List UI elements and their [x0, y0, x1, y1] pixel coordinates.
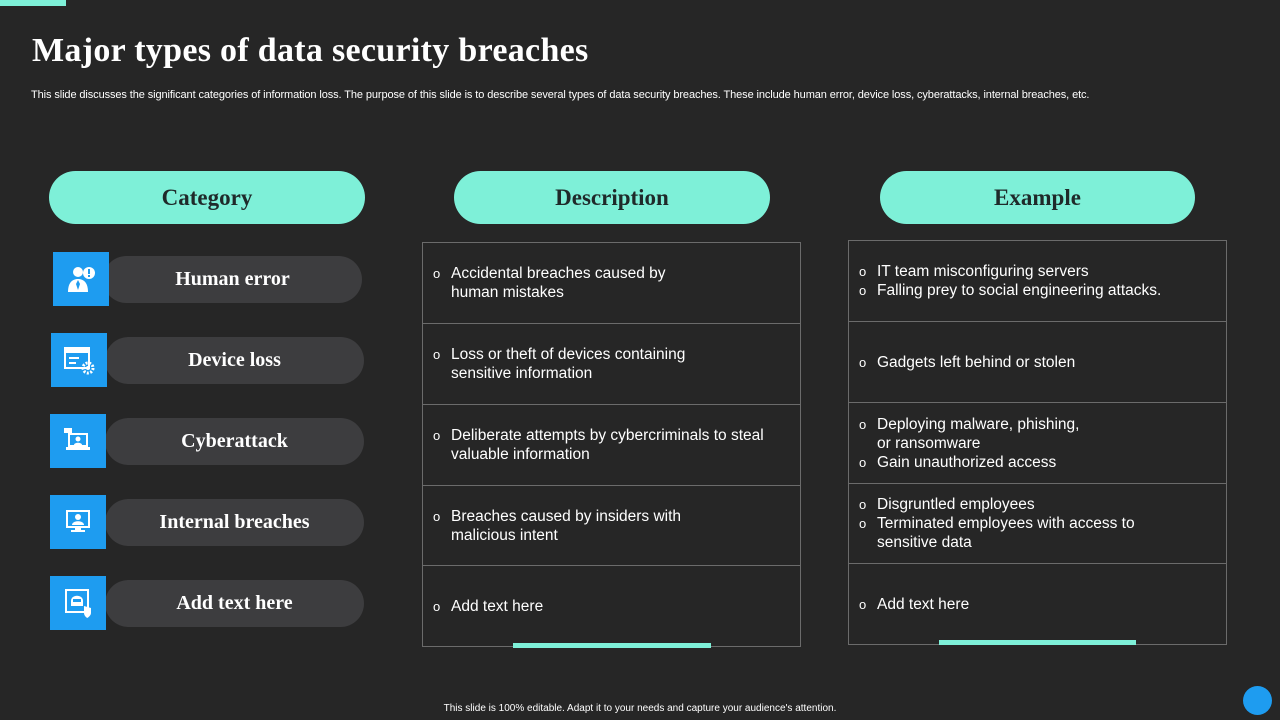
description-cell — [423, 324, 800, 405]
category-row-cyberattack — [50, 414, 364, 470]
category-row-internal-breaches — [50, 495, 364, 551]
footer-note: This slide is 100% editable. Adapt it to your needs and capture your audience's attention. — [443, 703, 837, 714]
category-label: Cyberattack — [181, 430, 288, 452]
example-cell — [849, 564, 1226, 644]
description-table — [422, 242, 801, 647]
category-row-human-error — [53, 252, 362, 308]
bullet-item: o Deploying malware, phishing, or ransomware — [859, 415, 1080, 452]
bullet-item: o Add text here — [859, 595, 970, 613]
description-header: Description — [454, 171, 770, 224]
description-cell — [423, 566, 800, 646]
monitor-user-icon — [50, 495, 106, 549]
person-alert-icon — [53, 252, 109, 306]
hacker-shield-icon — [50, 576, 106, 630]
example-cell — [849, 322, 1226, 403]
bullet-item: o Breaches caused by insiders with malicious intent — [433, 507, 682, 544]
top-accent-bar — [0, 0, 66, 6]
description-underline — [513, 643, 711, 648]
bullet-item: o Loss or theft of devices containing sensitive information — [433, 346, 686, 382]
example-underline — [939, 640, 1136, 645]
bullet-item: o Accidental breaches caused by human mistakes — [433, 265, 666, 301]
bullet-item: o Disgruntled employees — [859, 496, 1035, 513]
example-header: Example — [880, 171, 1195, 224]
browser-gear-icon — [51, 333, 107, 387]
bullet-item: o Gadgets left behind or stolen — [859, 353, 1076, 371]
bullet-item: o Terminated employees with access to sensitive data — [859, 515, 1135, 551]
category-row-device-loss — [51, 333, 364, 389]
example-cell — [849, 241, 1226, 322]
bullet-item: o Gain unauthorized access — [859, 453, 1057, 471]
laptop-attack-icon — [50, 414, 106, 468]
example-cell — [849, 484, 1226, 564]
page-subtitle: This slide discusses the significant categories of information loss. The purpose of this slide is to describe several types of data security breaches. These include human error, device loss, cyberattacks, internal breaches, etc. — [31, 89, 1090, 101]
bullet-item: o Falling prey to social engineering attacks. — [859, 282, 1162, 299]
bullet-item: o Add text here — [433, 597, 544, 615]
category-header: Category — [49, 171, 365, 224]
category-label: Human error — [175, 268, 290, 290]
bullet-item: o IT team misconfiguring servers — [859, 263, 1089, 280]
description-cell — [423, 243, 800, 324]
page-title: Major types of data security breaches — [32, 32, 589, 69]
corner-dot — [1243, 686, 1272, 715]
category-label: Internal breaches — [159, 511, 310, 533]
example-table — [848, 240, 1227, 645]
category-label: Add text here — [176, 592, 293, 614]
category-label: Device loss — [188, 349, 281, 371]
bullet-item: o Deliberate attempts by cybercriminals to steal valuable information — [433, 427, 764, 463]
category-row-add-text — [50, 576, 364, 632]
description-cell — [423, 486, 800, 566]
example-cell — [849, 403, 1226, 484]
description-cell — [423, 405, 800, 486]
